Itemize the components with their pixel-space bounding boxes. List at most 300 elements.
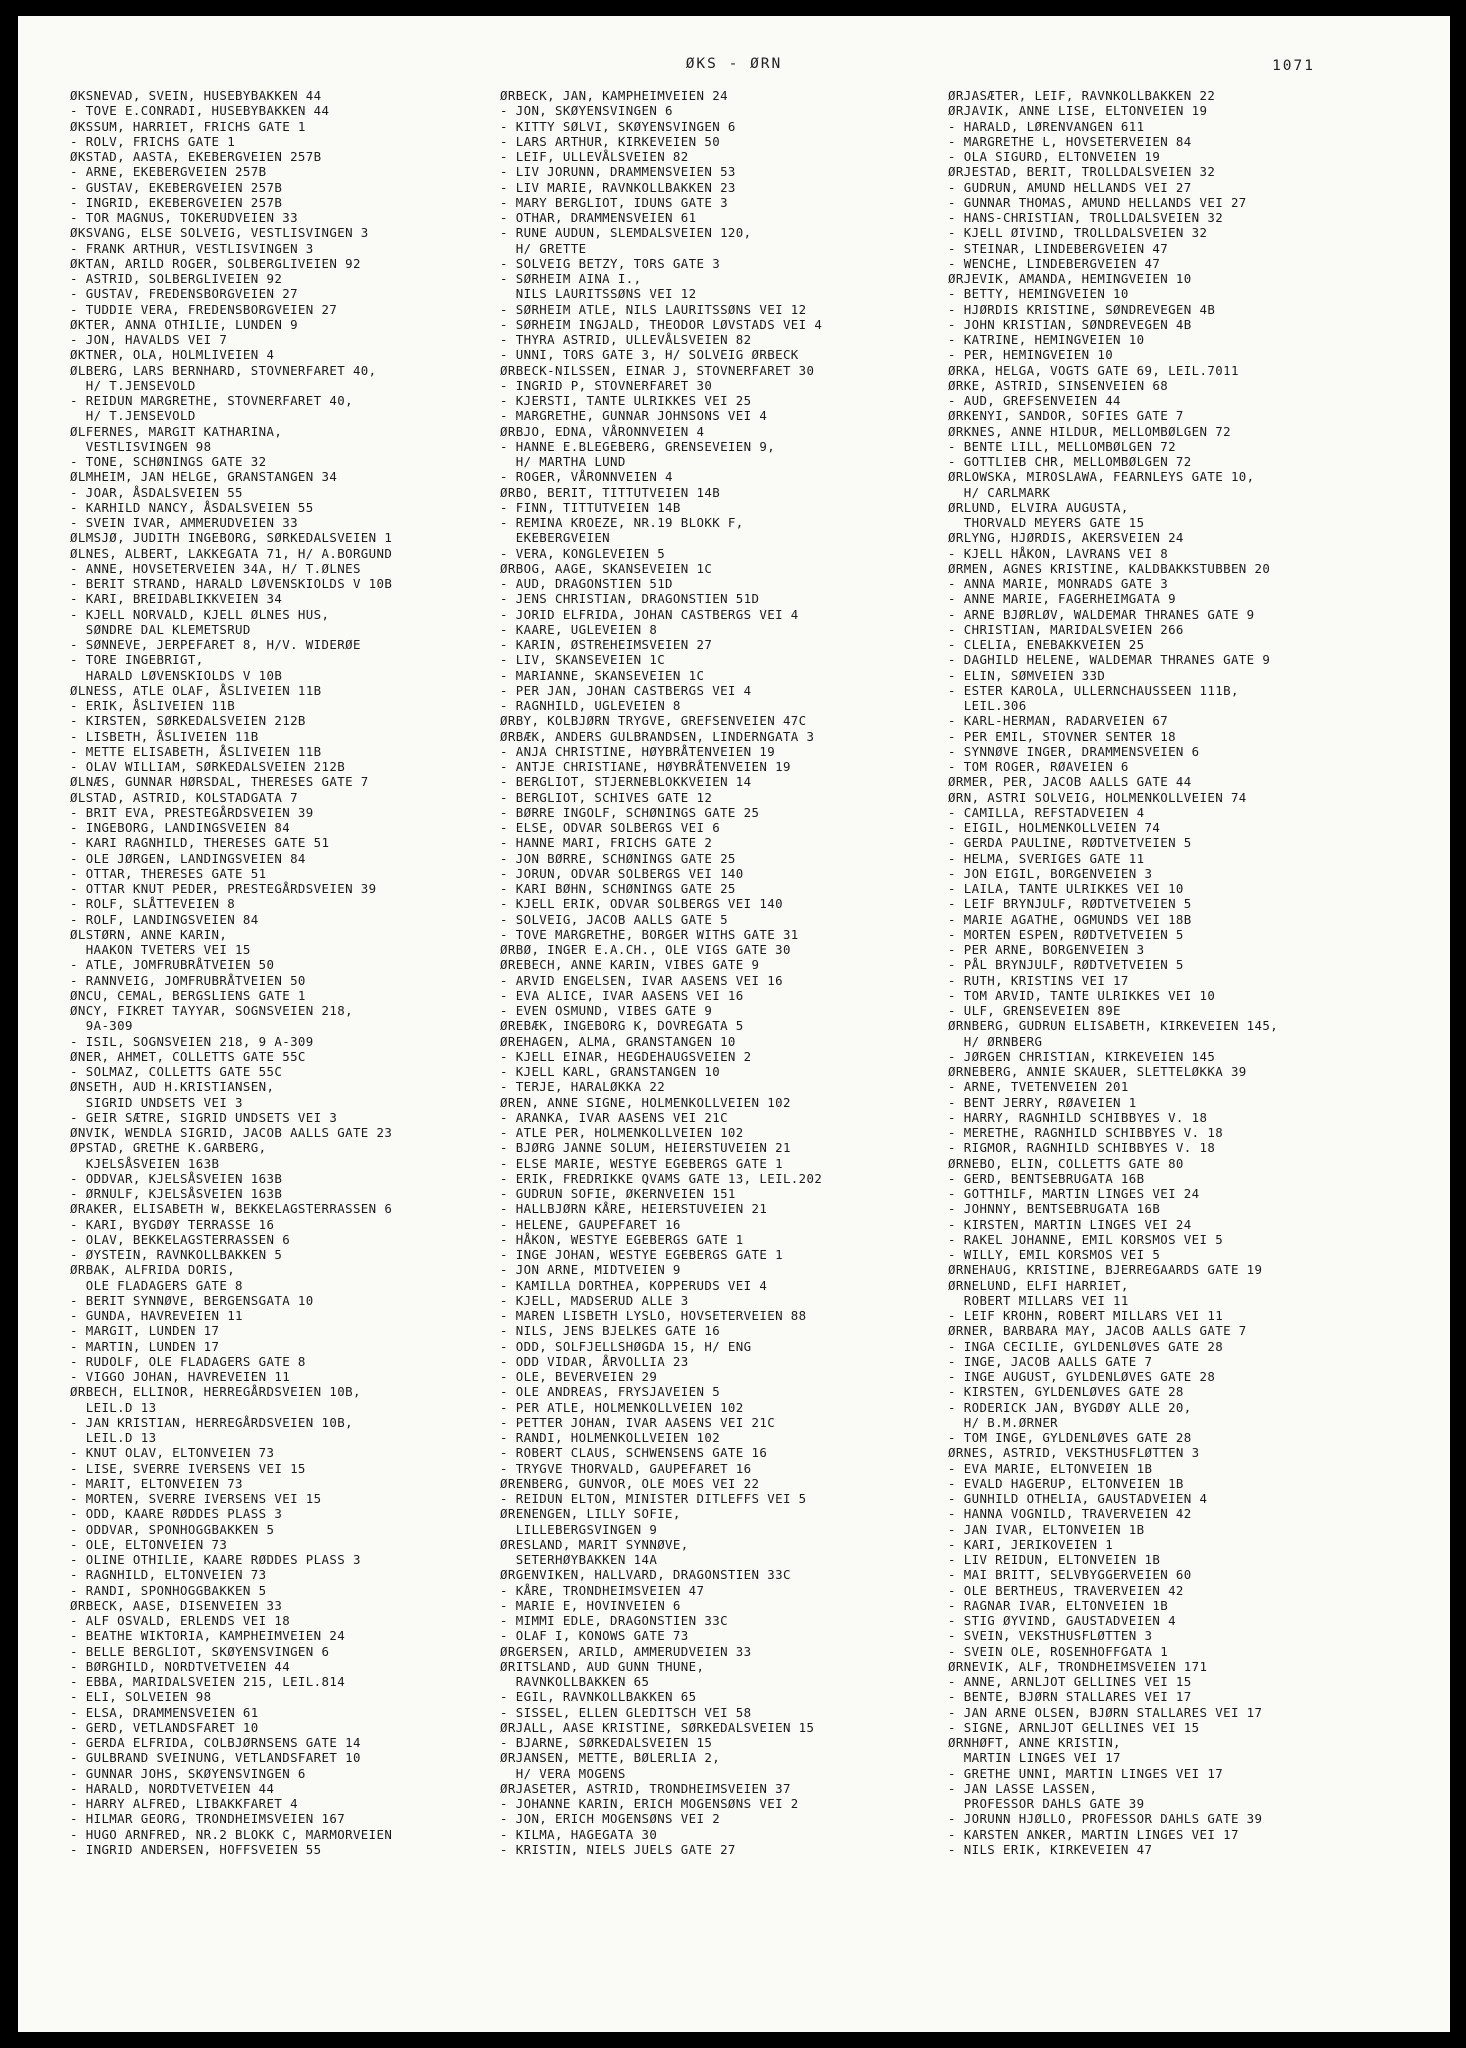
directory-entry: - ROGER, VÅRONNVEIEN 4: [500, 469, 673, 485]
directory-entry: - RAGNHILD, UGLEVEIEN 8: [500, 698, 681, 713]
directory-entry: ØRNBERG, GUDRUN ELISABETH, KIRKEVEIEN 145,: [948, 1018, 1279, 1034]
directory-entry: - JAN LASSE LASSEN,: [948, 1780, 1098, 1796]
directory-entry: - BØRRE INGOLF, SCHØNINGS GATE 25: [500, 804, 760, 820]
directory-entry: - HELENE, GAUPEFARET 16: [500, 1216, 681, 1232]
directory-entry: - ELIN, SØMVEIEN 33D: [948, 667, 1106, 683]
directory-entry: - GUNDA, HAVREVEIEN 11: [70, 1308, 243, 1323]
directory-entry: - JAN ARNE OLSEN, BJØRN STALLARES VEI 17: [948, 1704, 1263, 1720]
directory-entry: - PER, HEMINGVEIEN 10: [948, 347, 1114, 363]
directory-entry: ØRKA, HELGA, VOGTS GATE 69, LEIL.7011: [948, 362, 1239, 378]
directory-entry: - MARTIN, LUNDEN 17: [70, 1338, 220, 1354]
directory-entry: HAAKON TVETERS VEI 15: [70, 942, 251, 957]
directory-entry: ØRN, ASTRI SOLVEIG, HOLMENKOLLVEIEN 74: [948, 789, 1247, 805]
directory-entry: - NILS ERIK, KIRKEVEIEN 47: [948, 1841, 1153, 1857]
directory-entry: - PER EMIL, STOVNER SENTER 18: [948, 728, 1176, 744]
directory-entry: - LAILA, TANTE ULRIKKES VEI 10: [948, 881, 1184, 896]
directory-entry: - GEIR SÆTRE, SIGRID UNDSETS VEI 3: [70, 1109, 338, 1125]
directory-entry: - RUDOLF, OLE FLADAGERS GATE 8: [70, 1353, 306, 1369]
directory-entry: LEIL.D 13: [70, 1430, 157, 1445]
directory-entry: ØRBO, BERIT, TITTUTVEIEN 14B: [500, 484, 721, 500]
directory-entry: - TOVE E.CONRADI, HUSEBYBAKKEN 44: [70, 103, 330, 119]
directory-entry: - MERETHE, RAGNHILD SCHIBBYES V. 18: [948, 1125, 1224, 1140]
directory-entry: - LIV, SKANSEVEIEN 1C: [500, 652, 666, 668]
directory-entry: - OTTAR, THERESES GATE 51: [70, 865, 267, 881]
directory-entry: - TORE INGEBRIGT,: [70, 652, 204, 668]
column-1: [70, 88, 500, 1857]
directory-entry: ØRITSLAND, AUD GUNN THUNE,: [500, 1658, 705, 1674]
directory-entry: - ARNE, TVETENVEIEN 201: [948, 1079, 1129, 1095]
directory-entry: - SØRHEIM AINA I.,: [500, 271, 642, 286]
directory-entry: - JAN IVAR, ELTONVEIEN 1B: [948, 1521, 1145, 1537]
directory-entry: - KARI BØHN, SCHØNINGS GATE 25: [500, 881, 736, 896]
directory-entry: - VIGGO JOHAN, HAVREVEIEN 11: [70, 1369, 291, 1384]
directory-entry: NILS LAURITSSØNS VEI 12: [500, 286, 697, 302]
directory-entry: ØRNEBERG, ANNIE SKAUER, SLETTELØKKA 39: [948, 1064, 1247, 1079]
directory-entry: - ARANKA, IVAR AASENS VEI 21C: [500, 1109, 728, 1125]
directory-entry: - RUNE AUDUN, SLEMDALSVEIEN 120,: [500, 225, 752, 241]
directory-entry: - ØYSTEIN, RAVNKOLLBAKKEN 5: [70, 1247, 283, 1262]
directory-entry: PROFESSOR DAHLS GATE 39: [948, 1796, 1145, 1811]
directory-entry: ØRNES, ASTRID, VEKSTHUSFLØTTEN 3: [948, 1445, 1200, 1461]
directory-entry: - HANNA VOGNILD, TRAVERVEIEN 42: [948, 1506, 1192, 1522]
directory-entry: - CLELIA, ENEBAKKVEIEN 25: [948, 637, 1145, 652]
directory-entry: ØRKE, ASTRID, SINSENVEIEN 68: [948, 377, 1169, 393]
directory-entry: - AUD, GREFSENVEIEN 44: [948, 393, 1121, 408]
directory-entry: - OLE JØRGEN, LANDINGSVEIEN 84: [70, 850, 306, 866]
directory-entry: - SISSEL, ELLEN GLEDITSCH VEI 58: [500, 1704, 752, 1720]
directory-entry: - ODD, KAARE RØDDES PLASS 3: [70, 1506, 283, 1522]
directory-entry: - KILMA, HAGEGATA 30: [500, 1826, 658, 1842]
directory-entry: - ODD, SOLFJELLSHØGDA 15, H/ ENG: [500, 1338, 752, 1354]
directory-entry: LEIL.D 13: [70, 1399, 157, 1415]
directory-entry: - SVEIN, VEKSTHUSFLØTTEN 3: [948, 1628, 1153, 1644]
directory-entry: - KJELL, MADSERUD ALLE 3: [500, 1292, 689, 1308]
directory-entry: ØLSTAD, ASTRID, KOLSTADGATA 7: [70, 789, 298, 805]
page-number: 1071: [1272, 58, 1315, 74]
directory-entry: - INGE AUGUST, GYLDENLØVES GATE 28: [948, 1369, 1216, 1384]
directory-entry: - RAGNAR IVAR, ELTONVEIEN 1B: [948, 1597, 1169, 1613]
directory-entry: - GUDRUN SOFIE, ØKERNVEIEN 151: [500, 1186, 736, 1201]
directory-entry: ØKSSUM, HARRIET, FRICHS GATE 1: [70, 118, 306, 134]
directory-entry: - SØRHEIM ATLE, NILS LAURITSSØNS VEI 12: [500, 301, 807, 317]
directory-entry: ØKSTAD, AASTA, EKEBERGVEIEN 257B: [70, 149, 322, 164]
directory-entry: - EVA ALICE, IVAR AASENS VEI 16: [500, 987, 744, 1003]
directory-entry: - KARIN, ØSTREHEIMSVEIEN 27: [500, 637, 713, 652]
directory-entry: ØPSTAD, GRETHE K.GARBERG,: [70, 1140, 267, 1156]
directory-entry: ØRBECH, ELLINOR, HERREGÅRDSVEIEN 10B,: [70, 1384, 361, 1400]
directory-entry: - BERGLIOT, STJERNEBLOKKVEIEN 14: [500, 774, 752, 790]
directory-entry: - FINN, TITTUTVEIEN 14B: [500, 499, 681, 515]
directory-entry: - BERGLIOT, SCHIVES GATE 12: [500, 789, 713, 805]
directory-entry: - PÅL BRYNJULF, RØDTVETVEIEN 5: [948, 957, 1184, 973]
directory-entry: - KARHILD NANCY, ÅSDALSVEIEN 55: [70, 499, 314, 515]
directory-entry: ØNER, AHMET, COLLETTS GATE 55C: [70, 1048, 306, 1064]
directory-entry: - CAMILLA, REFSTADVEIEN 4: [948, 804, 1145, 820]
directory-entry: ØLMSJØ, JUDITH INGEBORG, SØRKEDALSVEIEN 1: [70, 530, 393, 546]
directory-entry: - HANS-CHRISTIAN, TROLLDALSVEIEN 32: [948, 210, 1224, 225]
directory-entry: ØRMEN, AGNES KRISTINE, KALDBAKKSTUBBEN 20: [948, 560, 1271, 576]
directory-entry: ØRBØ, INGER E.A.CH., OLE VIGS GATE 30: [500, 942, 791, 957]
directory-entry: - PER JAN, JOHAN CASTBERGS VEI 4: [500, 682, 752, 698]
directory-entry: - BERIT STRAND, HARALD LØVENSKIOLDS V 10B: [70, 576, 393, 591]
directory-entry: - JON ARNE, MIDTVEIEN 9: [500, 1262, 681, 1278]
directory-entry: - ATLE, JOMFRUBRÅTVEIEN 50: [70, 957, 275, 973]
directory-entry: - JENS CHRISTIAN, DRAGONSTIEN 51D: [500, 591, 760, 607]
directory-entry: ØLNÆS, GUNNAR HØRSDAL, THERESES GATE 7: [70, 774, 369, 790]
directory-entry: ØRGENVIKEN, HALLVARD, DRAGONSTIEN 33C: [500, 1567, 791, 1583]
directory-entry: - GULBRAND SVEINUNG, VETLANDSFARET 10: [70, 1750, 361, 1766]
directory-entry: - KARSTEN ANKER, MARTIN LINGES VEI 17: [948, 1826, 1239, 1842]
directory-entry: ØRBÆK, ANDERS GULBRANDSEN, LINDERNGATA 3: [500, 728, 815, 744]
directory-entry: - KNUT OLAV, ELTONVEIEN 73: [70, 1445, 275, 1461]
directory-entry: - HANNE MARI, FRICHS GATE 2: [500, 835, 713, 851]
directory-entry: - KARI, JERIKOVEIEN 1: [948, 1536, 1114, 1552]
directory-entry: - SOLVEIG BETZY, TORS GATE 3: [500, 255, 721, 271]
directory-entry: - RANDI, SPONHOGGBAKKEN 5: [70, 1582, 267, 1598]
directory-entry: - JON, HAVALDS VEI 7: [70, 332, 228, 347]
directory-entry: - OLAF I, KONOWS GATE 73: [500, 1628, 689, 1644]
directory-entry: - ERIK, ÅSLIVEIEN 11B: [70, 698, 236, 713]
directory-entry: - MARGRETHE, GUNNAR JOHNSONS VEI 4: [500, 408, 768, 424]
directory-entry: - INGRID, EKEBERGVEIEN 257B: [70, 194, 283, 210]
directory-entry: ØKSNEVAD, SVEIN, HUSEBYBAKKEN 44: [70, 88, 322, 103]
directory-entry: ØLBERG, LARS BERNHARD, STOVNERFARET 40,: [70, 362, 377, 378]
directory-entry: - ANNE, ARNLJOT GELLINES VEI 15: [948, 1674, 1192, 1689]
directory-entry: - GERD, VETLANDSFARET 10: [70, 1719, 259, 1735]
directory-entry: ØRBECK-NILSSEN, EINAR J, STOVNERFARET 30: [500, 362, 815, 378]
directory-entry: LEIL.306: [948, 698, 1027, 713]
directory-entry: - JAN KRISTIAN, HERREGÅRDSVEIEN 10B,: [70, 1414, 353, 1430]
directory-entry: - SVEIN IVAR, AMMERUDVEIEN 33: [70, 515, 298, 530]
directory-entry: - ELSA, DRAMMENSVEIEN 61: [70, 1704, 259, 1720]
directory-entry: - BERIT SYNNØVE, BERGENSGATA 10: [70, 1292, 314, 1308]
directory-entry: - KJELL ØIVIND, TROLLDALSVEIEN 32: [948, 225, 1208, 241]
directory-entry: - KIRSTEN, SØRKEDALSVEIEN 212B: [70, 713, 306, 729]
directory-entry: ØNCY, FIKRET TAYYAR, SOGNSVEIEN 218,: [70, 1003, 353, 1018]
directory-entry: - MAREN LISBETH LYSLO, HOVSETERVEIEN 88: [500, 1308, 807, 1323]
directory-entry: H/ B.M.ØRNER: [948, 1414, 1059, 1430]
directory-entry: - JON BØRRE, SCHØNINGS GATE 25: [500, 850, 736, 866]
directory-entry: H/ MARTHA LUND: [500, 454, 626, 469]
directory-entry: - MARIT, ELTONVEIEN 73: [70, 1475, 243, 1491]
directory-entry: - VERA, KONGLEVEIEN 5: [500, 545, 666, 561]
directory-entry: - JOAR, ÅSDALSVEIEN 55: [70, 484, 243, 500]
directory-entry: ØRKNES, ANNE HILDUR, MELLOMBØLGEN 72: [948, 423, 1231, 439]
directory-entry: - OLE ANDREAS, FRYSJAVEIEN 5: [500, 1384, 721, 1400]
directory-entry: - JON, ERICH MOGENSØNS VEI 2: [500, 1811, 721, 1827]
directory-entry: - GERDA PAULINE, RØDTVETVEIEN 5: [948, 835, 1192, 851]
directory-entry: ØKTAN, ARILD ROGER, SOLBERGLIVEIEN 92: [70, 255, 361, 271]
directory-entry: - INGEBORG, LANDINGSVEIEN 84: [70, 820, 291, 835]
directory-entry: - MARIE AGATHE, OGMUNDS VEI 18B: [948, 911, 1192, 927]
directory-entry: ØRLUND, ELVIRA AUGUSTA,: [948, 499, 1129, 515]
directory-entry: - HARRY, RAGNHILD SCHIBBYES V. 18: [948, 1109, 1208, 1125]
directory-entry: - LIV REIDUN, ELTONVEIEN 1B: [948, 1552, 1161, 1567]
directory-entry: - ROLV, FRICHS GATE 1: [70, 133, 236, 149]
directory-entry: - ANNA MARIE, MONRADS GATE 3: [948, 576, 1169, 591]
directory-entry: ØRJANSEN, METTE, BØLERLIA 2,: [500, 1750, 721, 1766]
directory-entry: - TERJE, HARALØKKA 22: [500, 1079, 666, 1095]
directory-entry: - PETTER JOHAN, IVAR AASENS VEI 21C: [500, 1414, 776, 1430]
directory-entry: - LEIF, ULLEVÅLSVEIEN 82: [500, 149, 689, 164]
directory-entry: - KAARE, UGLEVEIEN 8: [500, 621, 658, 637]
directory-entry: - RAKEL JOHANNE, EMIL KORSMOS VEI 5: [948, 1231, 1224, 1247]
directory-columns: [70, 88, 1430, 2018]
directory-entry: - TOM INGE, GYLDENLØVES GATE 28: [948, 1430, 1192, 1445]
directory-entry: - CHRISTIAN, MARIDALSVEIEN 266: [948, 621, 1184, 637]
directory-entry: - KIRSTEN, GYLDENLØVES GATE 28: [948, 1384, 1184, 1400]
directory-entry: - TONE, SCHØNINGS GATE 32: [70, 454, 267, 469]
directory-entry: - HARALD, LØRENVANGEN 611: [948, 118, 1145, 134]
directory-entry: RAVNKOLLBAKKEN 65: [500, 1674, 650, 1689]
directory-entry: - THYRA ASTRID, ULLEVÅLSVEIEN 82: [500, 332, 752, 347]
directory-entry: MARTIN LINGES VEI 17: [948, 1750, 1121, 1766]
directory-entry: - HÅKON, WESTYE EGEBERGS GATE 1: [500, 1231, 744, 1247]
directory-entry: ØRJAVIK, ANNE LISE, ELTONVEIEN 19: [948, 103, 1208, 119]
directory-entry: - KRISTIN, NIELS JUELS GATE 27: [500, 1841, 736, 1857]
directory-entry: - BRIT EVA, PRESTEGÅRDSVEIEN 39: [70, 804, 314, 820]
directory-entry: - ALF OSVALD, ERLENDS VEI 18: [70, 1613, 291, 1628]
directory-entry: OLE FLADAGERS GATE 8: [70, 1277, 243, 1293]
directory-entry: - MORTEN, SVERRE IVERSENS VEI 15: [70, 1491, 322, 1506]
directory-entry: - LEIF KROHN, ROBERT MILLARS VEI 11: [948, 1308, 1224, 1323]
directory-entry: - RODERICK JAN, BYGDØY ALLE 20,: [948, 1399, 1192, 1415]
directory-entry: - ROBERT CLAUS, SCHWENSENS GATE 16: [500, 1445, 768, 1461]
directory-entry: - HJØRDIS KRISTINE, SØNDREVEGEN 4B: [948, 301, 1216, 317]
directory-entry: - ARNE, EKEBERGVEIEN 257B: [70, 164, 267, 180]
directory-entry: - ELSE, ODVAR SOLBERGS VEI 6: [500, 820, 721, 835]
directory-entry: - LEIF BRYNJULF, RØDTVETVEIEN 5: [948, 896, 1192, 912]
directory-entry: ØRNER, BARBARA MAY, JACOB AALLS GATE 7: [948, 1323, 1247, 1339]
page-title: ØKS - ØRN: [685, 56, 783, 72]
directory-entry: - SØRHEIM INGJALD, THEODOR LØVSTADS VEI 4: [500, 316, 823, 332]
directory-entry: - LISBETH, ÅSLIVEIEN 11B: [70, 728, 259, 744]
directory-entry: - GUSTAV, EKEBERGVEIEN 257B: [70, 179, 283, 195]
directory-entry: SETERHØYBAKKEN 14A: [500, 1552, 658, 1567]
directory-entry: - KJELL KARL, GRANSTANGEN 10: [500, 1064, 721, 1079]
directory-entry: - KJELL ERIK, ODVAR SOLBERGS VEI 140: [500, 896, 783, 912]
directory-entry: - ROLF, LANDINGSVEIEN 84: [70, 911, 259, 927]
directory-entry: ØRNELUND, ELFI HARRIET,: [948, 1277, 1129, 1293]
column-2: [500, 88, 930, 1857]
directory-entry: - HELMA, SVERIGES GATE 11: [948, 850, 1145, 866]
directory-entry: - REIDUN MARGRETHE, STOVNERFARET 40,: [70, 393, 353, 408]
directory-entry: ØLNESS, ATLE OLAF, ÅSLIVEIEN 11B: [70, 682, 322, 698]
directory-entry: SØNDRE DAL KLEMETSRUD: [70, 621, 251, 637]
directory-entry: - EIGIL, HOLMENKOLLVEIEN 74: [948, 820, 1161, 835]
directory-entry: - JORUNN HJØLLO, PROFESSOR DAHLS GATE 39: [948, 1811, 1263, 1827]
directory-entry: ØRNEVIK, ALF, TRONDHEIMSVEIEN 171: [948, 1658, 1208, 1674]
directory-entry: - ARNE BJØRLØV, WALDEMAR THRANES GATE 9: [948, 606, 1255, 622]
directory-entry: - JOHANNE KARIN, ERICH MOGENSØNS VEI 2: [500, 1796, 799, 1811]
directory-entry: ØREBÆK, INGEBORG K, DOVREGATA 5: [500, 1018, 744, 1034]
directory-entry: - ANTJE CHRISTIANE, HØYBRÅTENVEIEN 19: [500, 759, 791, 774]
directory-entry: ØRLOWSKA, MIROSLAWA, FEARNLEYS GATE 10,: [948, 469, 1255, 485]
directory-entry: LILLEBERGSVINGEN 9: [500, 1521, 658, 1537]
directory-entry: - RAGNHILD, ELTONVEIEN 73: [70, 1567, 267, 1583]
directory-entry: - JOHN KRISTIAN, SØNDREVEGEN 4B: [948, 316, 1192, 332]
directory-entry: - KATRINE, HEMINGVEIEN 10: [948, 332, 1145, 347]
directory-entry: ØRBAK, ALFRIDA DORIS,: [70, 1262, 236, 1278]
directory-entry: - OLAV, BEKKELAGSTERRASSEN 6: [70, 1231, 291, 1247]
directory-entry: - PER ATLE, HOLMENKOLLVEIEN 102: [500, 1399, 744, 1415]
directory-entry: - METTE ELISABETH, ÅSLIVEIEN 11B: [70, 743, 322, 759]
directory-entry: - BENTE, BJØRN STALLARES VEI 17: [948, 1689, 1192, 1705]
directory-entry: - INGE JOHAN, WESTYE EGEBERGS GATE 1: [500, 1247, 783, 1262]
directory-entry: - BJØRG JANNE SOLUM, HEIERSTUVEIEN 21: [500, 1140, 791, 1156]
directory-entry: - TUDDIE VERA, FREDENSBORGVEIEN 27: [70, 301, 338, 317]
directory-entry: - HILMAR GEORG, TRONDHEIMSVEIEN 167: [70, 1811, 346, 1827]
directory-entry: - LIV MARIE, RAVNKOLLBAKKEN 23: [500, 179, 736, 195]
directory-entry: - EVA MARIE, ELTONVEIEN 1B: [948, 1460, 1153, 1476]
directory-page: [18, 16, 1450, 2032]
directory-entry: - KAMILLA DORTHEA, KOPPERUDS VEI 4: [500, 1277, 768, 1293]
directory-entry: VESTLISVINGEN 98: [70, 438, 212, 454]
directory-entry: - NILS, JENS BJELKES GATE 16: [500, 1323, 721, 1339]
directory-entry: ØRMER, PER, JACOB AALLS GATE 44: [948, 774, 1192, 790]
directory-entry: - MARIANNE, SKANSEVEIEN 1C: [500, 667, 705, 683]
directory-entry: H/ T.JENSEVOLD: [70, 377, 196, 393]
directory-entry: - EVEN OSMUND, VIBES GATE 9: [500, 1003, 713, 1018]
directory-entry: - OLAV WILLIAM, SØRKEDALSVEIEN 212B: [70, 759, 346, 774]
directory-entry: ØRBECK, JAN, KAMPHEIMVEIEN 24: [500, 88, 728, 103]
directory-entry: - HARALD, NORDTVETVEIEN 44: [70, 1780, 275, 1796]
directory-entry: - WILLY, EMIL KORSMOS VEI 5: [948, 1247, 1161, 1262]
directory-entry: - KARI, BYGDØY TERRASSE 16: [70, 1216, 275, 1232]
directory-entry: - KJELL HÅKON, LAVRANS VEI 8: [948, 545, 1169, 561]
directory-entry: - ANJA CHRISTINE, HØYBRÅTENVEIEN 19: [500, 743, 776, 759]
directory-entry: H/ VERA MOGENS: [500, 1765, 626, 1781]
directory-entry: - TRYGVE THORVALD, GAUPEFARET 16: [500, 1460, 752, 1476]
directory-entry: THORVALD MEYERS GATE 15: [948, 515, 1145, 530]
directory-entry: - OLE, ELTONVEIEN 73: [70, 1536, 228, 1552]
directory-entry: - SOLMAZ, COLLETTS GATE 55C: [70, 1064, 283, 1079]
directory-entry: - MIMMI EDLE, DRAGONSTIEN 33C: [500, 1613, 728, 1628]
directory-entry: H/ CARLMARK: [948, 484, 1051, 500]
directory-entry: ØRBECK, AASE, DISENVEIEN 33: [70, 1597, 283, 1613]
directory-entry: - BENT JERRY, RØAVEIEN 1: [948, 1094, 1137, 1110]
directory-entry: - EVALD HAGERUP, ELTONVEIEN 1B: [948, 1475, 1184, 1491]
directory-entry: - LIV JORUNN, DRAMMENSVEIEN 53: [500, 164, 736, 180]
directory-entry: - BENTE LILL, MELLOMBØLGEN 72: [948, 438, 1176, 454]
directory-entry: - STEINAR, LINDEBERGVEIEN 47: [948, 240, 1169, 256]
directory-entry: - KITTY SØLVI, SKØYENSVINGEN 6: [500, 118, 736, 134]
directory-entry: - TOR MAGNUS, TOKERUDVEIEN 33: [70, 210, 298, 225]
directory-entry: - MARY BERGLIOT, IDUNS GATE 3: [500, 194, 728, 210]
directory-entry: ROBERT MILLARS VEI 11: [948, 1292, 1129, 1308]
directory-entry: - ODDVAR, SPONHOGGBAKKEN 5: [70, 1521, 275, 1537]
directory-entry: ØLSTØRN, ANNE KARIN,: [70, 926, 228, 942]
directory-entry: H/ ØRNBERG: [948, 1033, 1043, 1049]
directory-entry: - BJARNE, SØRKEDALSVEIEN 15: [500, 1735, 713, 1750]
directory-entry: - SVEIN OLE, ROSENHOFFGATA 1: [948, 1643, 1169, 1659]
directory-entry: - OLA SIGURD, ELTONVEIEN 19: [948, 149, 1161, 164]
directory-entry: ØLNES, ALBERT, LAKKEGATA 71, H/ A.BORGUND: [70, 545, 393, 561]
directory-entry: - FRANK ARTHUR, VESTLISVINGEN 3: [70, 240, 314, 256]
directory-entry: - OLE BERTHEUS, TRAVERVEIEN 42: [948, 1582, 1184, 1598]
directory-entry: - ESTER KAROLA, ULLERNCHAUSSEEN 111B,: [948, 682, 1239, 698]
directory-entry: ØRNHØFT, ANNE KRISTIN,: [948, 1735, 1121, 1750]
directory-entry: ØLFERNES, MARGIT KATHARINA,: [70, 423, 283, 439]
directory-entry: - SIGNE, ARNLJOT GELLINES VEI 15: [948, 1719, 1200, 1735]
directory-entry: - TOVE MARGRETHE, BORGER WITHS GATE 31: [500, 926, 799, 942]
directory-entry: - HUGO ARNFRED, NR.2 BLOKK C, MARMORVEIEN: [70, 1826, 393, 1842]
directory-entry: - ODD VIDAR, ÅRVOLLIA 23: [500, 1353, 689, 1369]
directory-entry: ØNCU, CEMAL, BERGSLIENS GATE 1: [70, 987, 306, 1003]
directory-entry: - JØRGEN CHRISTIAN, KIRKEVEIEN 145: [948, 1048, 1216, 1064]
directory-entry: - OTHAR, DRAMMENSVEIEN 61: [500, 210, 697, 225]
directory-entry: ØKTER, ANNA OTHILIE, LUNDEN 9: [70, 316, 298, 332]
directory-entry: HARALD LØVENSKIOLDS V 10B: [70, 667, 283, 683]
page-header: [18, 56, 1450, 80]
directory-entry: - GRETHE UNNI, MARTIN LINGES VEI 17: [948, 1765, 1224, 1781]
directory-entry: - ATLE PER, HOLMENKOLLVEIEN 102: [500, 1125, 744, 1140]
directory-entry: - DAGHILD HELENE, WALDEMAR THRANES GATE 9: [948, 652, 1271, 668]
directory-entry: - MAI BRITT, SELVBYGGERVEIEN 60: [948, 1567, 1192, 1583]
directory-entry: - BØRGHILD, NORDTVETVEIEN 44: [70, 1658, 291, 1674]
directory-entry: - GUNNAR JOHS, SKØYENSVINGEN 6: [70, 1765, 306, 1781]
directory-entry: - KJELL NORVALD, KJELL ØLNES HUS,: [70, 606, 330, 622]
directory-entry: ØREN, ANNE SIGNE, HOLMENKOLLVEIEN 102: [500, 1094, 791, 1110]
directory-entry: - EBBA, MARIDALSVEIEN 215, LEIL.814: [70, 1674, 346, 1689]
directory-entry: SIGRID UNDSETS VEI 3: [70, 1094, 243, 1110]
directory-entry: - ANNE MARIE, FAGERHEIMGATA 9: [948, 591, 1176, 607]
directory-entry: ØRJASETER, ASTRID, TRONDHEIMSVEIEN 37: [500, 1780, 791, 1796]
directory-entry: - INGRID P, STOVNERFARET 30: [500, 377, 713, 393]
directory-entry: ØRLYNG, HJØRDIS, AKERSVEIEN 24: [948, 530, 1184, 546]
directory-entry: H/ T.JENSEVOLD: [70, 408, 196, 424]
directory-entry: - LISE, SVERRE IVERSENS VEI 15: [70, 1460, 306, 1476]
directory-entry: ØRJESTAD, BERIT, TROLLDALSVEIEN 32: [948, 164, 1216, 180]
directory-entry: - GOTTLIEB CHR, MELLOMBØLGEN 72: [948, 454, 1192, 469]
directory-entry: ØRENBERG, GUNVOR, OLE MOES VEI 22: [500, 1475, 760, 1491]
directory-entry: ØRESLAND, MARIT SYNNØVE,: [500, 1536, 689, 1552]
directory-entry: - JON, SKØYENSVINGEN 6: [500, 103, 673, 119]
directory-entry: - RUTH, KRISTINS VEI 17: [948, 972, 1129, 988]
directory-entry: - GUNNAR THOMAS, AMUND HELLANDS VEI 27: [948, 194, 1247, 210]
directory-entry: - SYNNØVE INGER, DRAMMENSVEIEN 6: [948, 743, 1200, 759]
directory-entry: - KJERSTI, TANTE ULRIKKES VEI 25: [500, 393, 752, 408]
directory-entry: - TOM ROGER, RØAVEIEN 6: [948, 759, 1129, 774]
directory-entry: - JOHNNY, BENTSEBRUGATA 16B: [948, 1201, 1161, 1217]
directory-entry: - GOTTHILF, MARTIN LINGES VEI 24: [948, 1186, 1200, 1201]
directory-entry: - WENCHE, LINDEBERGVEIEN 47: [948, 255, 1161, 271]
directory-entry: - STIG ØYVIND, GAUSTADVEIEN 4: [948, 1613, 1176, 1628]
directory-entry: - ELSE MARIE, WESTYE EGEBERGS GATE 1: [500, 1155, 783, 1171]
directory-entry: - UNNI, TORS GATE 3, H/ SOLVEIG ØRBECK: [500, 347, 799, 363]
directory-entry: 9A-309: [70, 1018, 133, 1034]
directory-entry: - INGRID ANDERSEN, HOFFSVEIEN 55: [70, 1841, 322, 1857]
column-3: [948, 88, 1378, 1857]
directory-entry: - HALLBJØRN KÅRE, HEIERSTUVEIEN 21: [500, 1201, 768, 1217]
directory-entry: - ODDVAR, KJELSÅSVEIEN 163B: [70, 1170, 283, 1186]
directory-entry: - TOM ARVID, TANTE ULRIKKES VEI 10: [948, 987, 1216, 1003]
directory-entry: ØRBOG, AAGE, SKANSEVEIEN 1C: [500, 560, 713, 576]
directory-entry: ØRBY, KOLBJØRN TRYGVE, GREFSENVEIEN 47C: [500, 713, 807, 729]
directory-entry: ØREHAGEN, ALMA, GRANSTANGEN 10: [500, 1033, 736, 1049]
directory-entry: - KARL-HERMAN, RADARVEIEN 67: [948, 713, 1169, 729]
directory-entry: - ØRNULF, KJELSÅSVEIEN 163B: [70, 1186, 283, 1201]
directory-entry: - RANDI, HOLMENKOLLVEIEN 102: [500, 1430, 721, 1445]
directory-entry: ØREBECH, ANNE KARIN, VIBES GATE 9: [500, 957, 760, 973]
directory-entry: - GUSTAV, FREDENSBORGVEIEN 27: [70, 286, 298, 302]
directory-entry: - BELLE BERGLIOT, SKØYENSVINGEN 6: [70, 1643, 330, 1659]
directory-entry: ØLMHEIM, JAN HELGE, GRANSTANGEN 34: [70, 469, 338, 485]
directory-entry: - KIRSTEN, MARTIN LINGES VEI 24: [948, 1216, 1192, 1232]
directory-entry: - ASTRID, SOLBERGLIVEIEN 92: [70, 271, 283, 286]
directory-entry: - SOLVEIG, JACOB AALLS GATE 5: [500, 911, 728, 927]
directory-entry: - MARIE E, HOVINVEIEN 6: [500, 1597, 681, 1613]
